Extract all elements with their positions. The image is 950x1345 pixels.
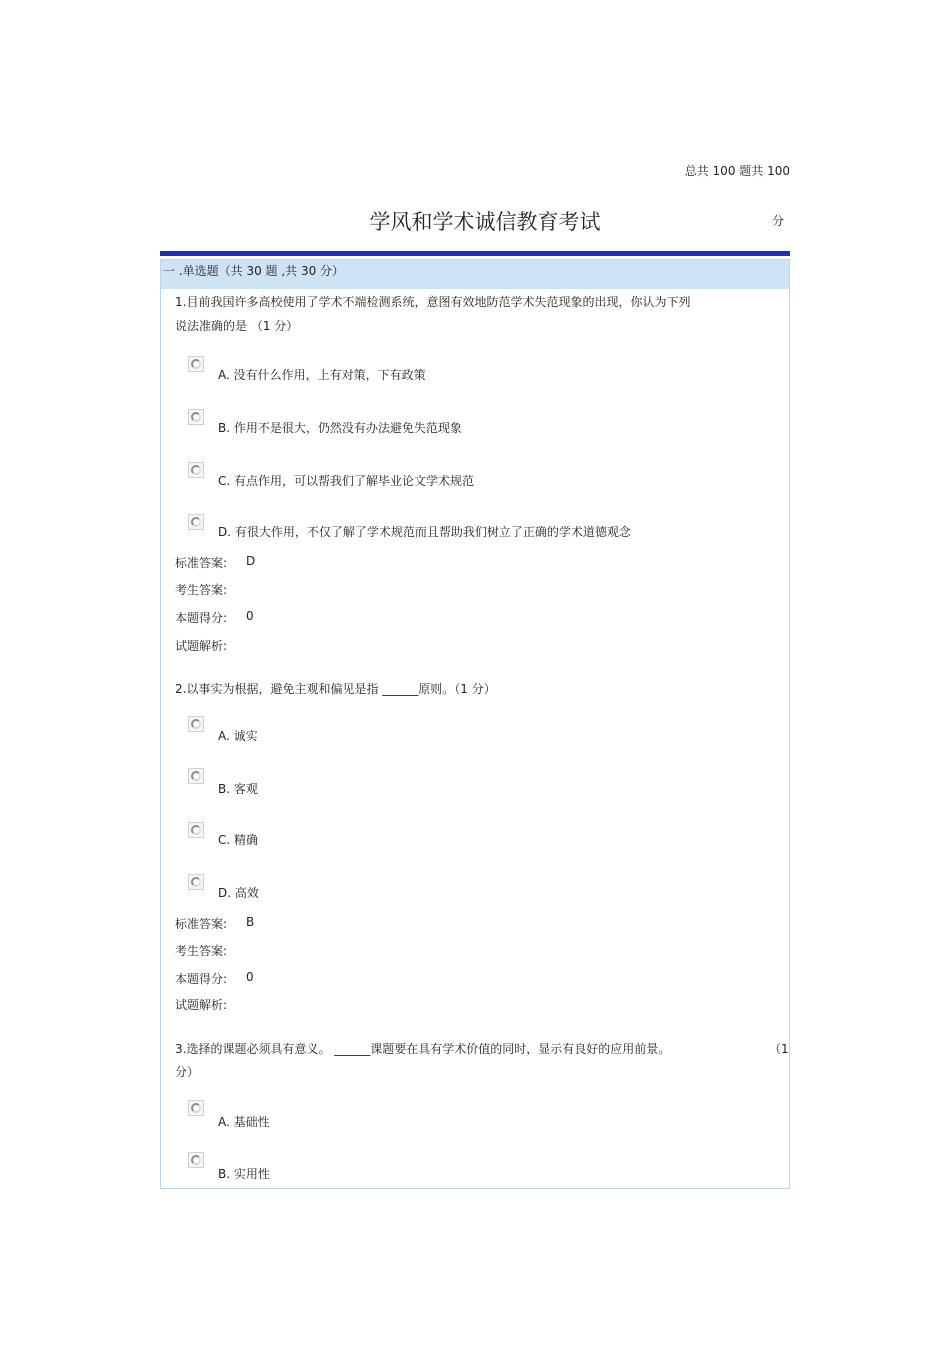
question-2-option-b-label[interactable]: B. 客观 bbox=[218, 782, 258, 796]
question-2-option-a-radio[interactable] bbox=[188, 716, 204, 732]
question-3-text-line1: 3.选择的课题必须具有意义。 ______课题要在具有学术价值的同时，显示有良好的应用前景。 bbox=[175, 1042, 671, 1056]
question-3-option-a-radio[interactable] bbox=[188, 1100, 204, 1116]
question-1-analysis: 试题解析: bbox=[175, 639, 228, 653]
question-2-option-a-label[interactable]: A. 诚实 bbox=[218, 729, 258, 743]
question-2-option-d-label[interactable]: D. 高效 bbox=[218, 886, 259, 900]
question-3-option-b-radio[interactable] bbox=[188, 1152, 204, 1168]
question-2-option-d-radio[interactable] bbox=[188, 874, 204, 890]
question-2-score: 本题得分: 0 bbox=[175, 970, 254, 986]
question-panel bbox=[160, 259, 790, 1189]
page-title: 学风和学术诚信教育考试 bbox=[369, 210, 601, 234]
question-3-text-line2: 分） bbox=[175, 1065, 200, 1079]
question-3-option-b-label[interactable]: B. 实用性 bbox=[218, 1167, 270, 1181]
question-1-option-d-label[interactable]: D. 有很大作用，不仅了解了学术规范而且帮助我们树立了正确的学术道德观念 bbox=[218, 525, 631, 539]
question-2-standard-answer: 标准答案: B bbox=[175, 915, 255, 931]
question-2-student-answer: 考生答案: bbox=[175, 944, 228, 958]
section-header: 一 .单选题（共 30 题 ,共 30 分） bbox=[161, 260, 789, 289]
question-1-score: 本题得分: 0 bbox=[175, 609, 254, 625]
question-2-text: 2.以事实为根据，避免主观和偏见是指 ______原则。（1 分） bbox=[175, 682, 496, 696]
question-2-option-b-radio[interactable] bbox=[188, 768, 204, 784]
question-1-option-d-radio[interactable] bbox=[188, 514, 204, 530]
title-divider bbox=[160, 251, 790, 256]
question-1-option-a-radio[interactable] bbox=[188, 356, 204, 372]
question-3-option-a-label[interactable]: A. 基础性 bbox=[218, 1115, 270, 1129]
question-1-option-b-label[interactable]: B. 作用不是很大，仍然没有办法避免失范现象 bbox=[218, 421, 462, 435]
question-2-option-c-radio[interactable] bbox=[188, 822, 204, 838]
question-2-analysis: 试题解析: bbox=[175, 998, 228, 1012]
question-1-text-line1: 1.目前我国许多高校使用了学术不端检测系统，意图有效地防范学术失范现象的出现，你认为下列 bbox=[175, 295, 691, 309]
question-1-standard-answer: 标准答案: D bbox=[175, 554, 256, 570]
question-1-option-c-label[interactable]: C. 有点作用，可以帮我们了解毕业论文学术规范 bbox=[218, 474, 475, 488]
title-unit: 分 bbox=[772, 214, 785, 228]
question-1-option-b-radio[interactable] bbox=[188, 409, 204, 425]
exam-summary: 总共 100 题共 100 bbox=[684, 164, 790, 178]
question-1-student-answer: 考生答案: bbox=[175, 583, 228, 597]
question-2-option-c-label[interactable]: C. 精确 bbox=[218, 833, 259, 847]
question-1-text-line2: 说法准确的是 （1 分） bbox=[175, 319, 299, 333]
question-1-option-c-radio[interactable] bbox=[188, 462, 204, 478]
question-1-option-a-label[interactable]: A. 没有什么作用，上有对策，下有政策 bbox=[218, 368, 426, 382]
question-3-score-fragment: （1 bbox=[769, 1042, 789, 1056]
